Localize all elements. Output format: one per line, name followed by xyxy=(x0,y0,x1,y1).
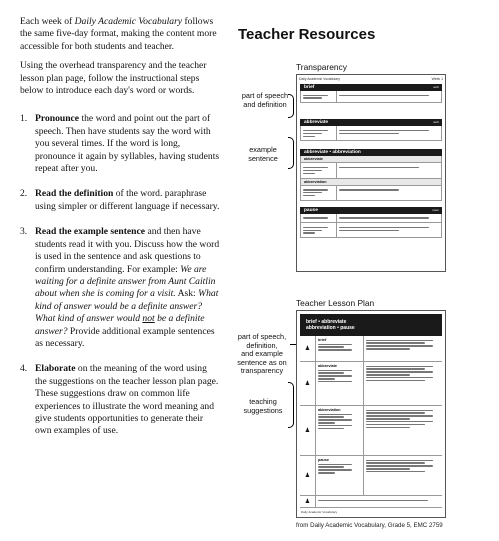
step-item: 2. Read the definition of the word. paraphrase using simpler or different language if necessary. xyxy=(20,188,220,212)
callout-line xyxy=(290,344,296,345)
intro-paragraph-2: Using the overhead transparency and the teacher lesson plan page, follow the instructional steps below to introduce each day's word or words. xyxy=(20,60,207,97)
lesson-row: ♟ brief xyxy=(300,336,442,362)
transparency-label: Transparency xyxy=(296,62,347,72)
callout-lesson-definition: part of speech, definition, and example sentence as on transparency xyxy=(237,332,287,376)
step-item: 4. Elaborate on the meaning of the word using the suggestions on the teacher lesson plan page. These suggestions draw on common life experiences to illustrate the word meaning and give students opportunities to generate their own examples of use. xyxy=(20,363,219,437)
intro-paragraph: Each week of Daily Academic Vocabulary follows the same five-day format, making the content more accessible for both students and teacher. xyxy=(20,16,217,52)
instructions-column xyxy=(20,16,220,451)
callout-part-of-speech: part of speech and definition xyxy=(241,91,289,109)
lesson-row: ♟ pause xyxy=(300,456,442,496)
teacher-icon: ♟ xyxy=(300,336,316,361)
teacher-icon: ♟ xyxy=(300,496,316,507)
transparency-sheet: Daily Academic Vocabulary Week 1 brief verb abbreviate verb abbreviate • abbreviation abbreviate abbreviation pause noun xyxy=(296,74,446,272)
lesson-row: ♟ abbreviation xyxy=(300,406,442,456)
callout-bracket xyxy=(288,382,294,428)
step-item: 3. Read the example sentence and then have students read it with you. Discuss how the word is used in the sentence and ask questions to confirm understanding. For example: We are waiting for a definite answer from Aunt Caitlin about when she is coming for a visit. Ask: What kind of answer would be a definite answer? What kind of answer would not be a definite answer? Provide additional example sentences as necessary. xyxy=(20,226,220,349)
lesson-plan-sheet: brief • abbreviate abbreviation • pause ♟ brief ♟ abbreviate ♟ abbreviation ♟ pause ♟ Daily Academic Vocabulary xyxy=(296,310,446,518)
lesson-plan-label: Teacher Lesson Plan xyxy=(296,298,375,308)
section-title: Teacher Resources xyxy=(238,26,376,43)
callout-bracket xyxy=(288,94,294,118)
teacher-icon: ♟ xyxy=(300,362,316,405)
teacher-icon: ♟ xyxy=(300,456,316,495)
word-bar: pause noun xyxy=(300,207,442,214)
source-credit: from Daily Academic Vocabulary, Grade 5, EMC 2759 xyxy=(296,522,443,529)
teacher-icon: ♟ xyxy=(300,406,316,455)
steps-list xyxy=(20,113,220,437)
word-bar: abbreviate • abbreviation xyxy=(300,149,442,156)
lesson-row xyxy=(300,496,442,508)
word-bar: abbreviate verb xyxy=(300,119,442,126)
word-bar: brief verb xyxy=(300,84,442,91)
step-item: 1. Pronounce the word and point out the part of speech. Then have students say the word with you several times. If the word is long, pronounce it again by syllables, having students repeat after you. xyxy=(20,113,220,175)
callout-bracket xyxy=(288,137,294,169)
callout-example-sentence: example sentence xyxy=(248,145,278,163)
book-title: Daily Academic Vocabulary xyxy=(74,16,183,27)
callout-teaching-suggestions: teaching suggestions xyxy=(243,397,283,415)
lesson-row: ♟ abbreviate xyxy=(300,362,442,406)
